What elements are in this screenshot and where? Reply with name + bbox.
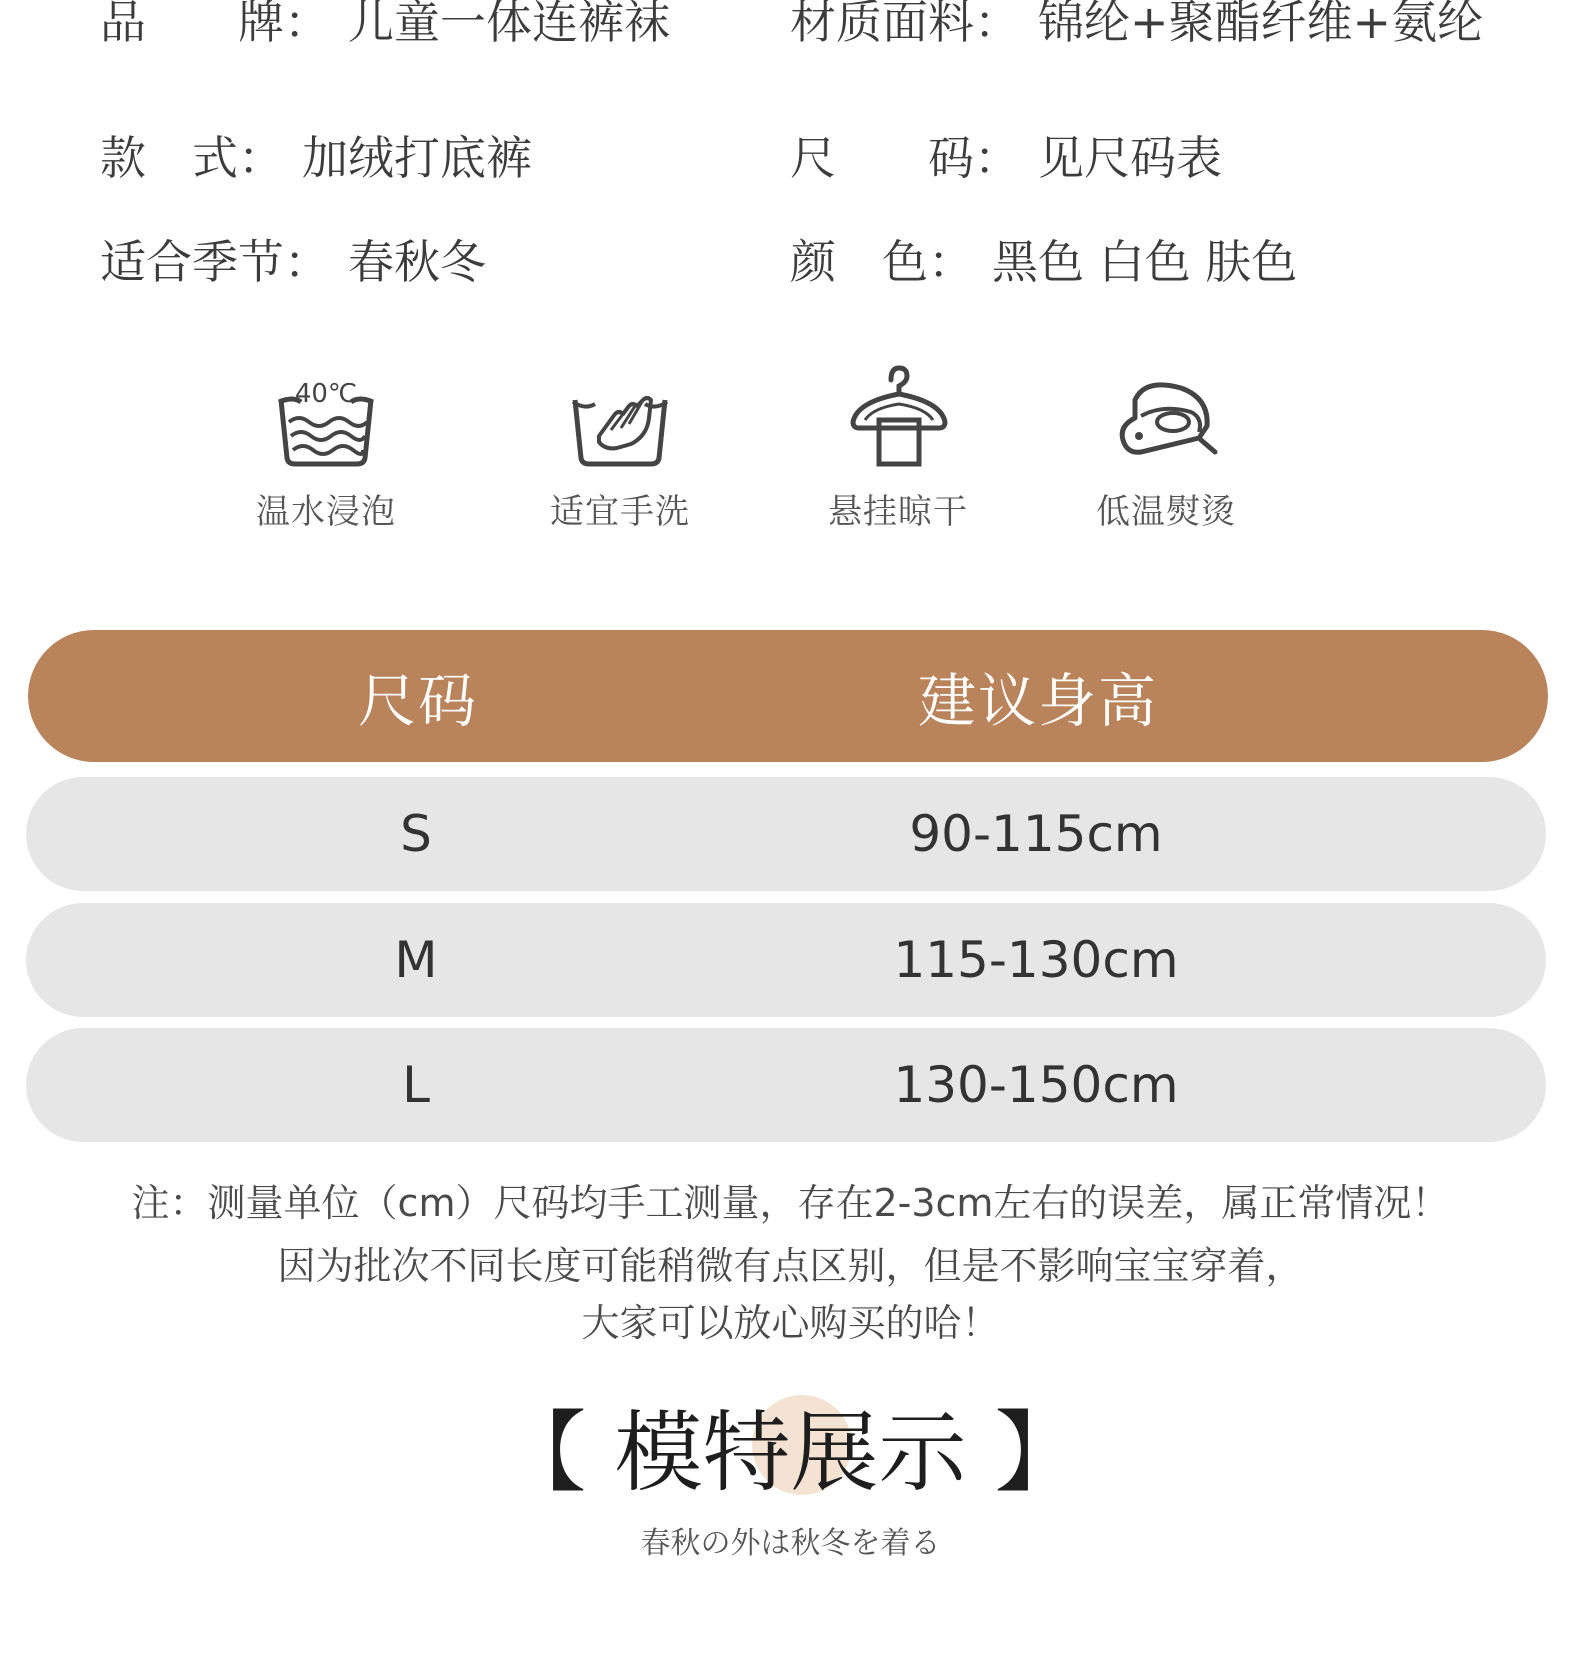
- care-label: 适宜手洗: [550, 492, 690, 532]
- size-cell: S: [400, 805, 432, 863]
- height-cell: 90-115cm: [909, 805, 1163, 863]
- spec-colon: ：: [974, 0, 1020, 49]
- spec-value: 见尺码表: [1038, 131, 1222, 185]
- hang-dry-icon: [843, 362, 953, 470]
- table-row: [26, 903, 1546, 1017]
- spec-label: 款 式: [100, 131, 238, 185]
- spec-value: 春秋冬: [348, 235, 486, 289]
- care-item-soak: [226, 370, 426, 533]
- spec-value: 锦纶+聚酯纤维+氨纶: [1038, 0, 1484, 49]
- spec-material: [790, 0, 1483, 52]
- table-row: [26, 1028, 1546, 1142]
- spec-brand: [100, 0, 670, 52]
- height-cell: 130-150cm: [893, 1056, 1179, 1114]
- care-item-hand-wash: [520, 370, 720, 533]
- size-cell: M: [394, 931, 438, 989]
- spec-style: [100, 128, 532, 188]
- care-item-iron: [1066, 370, 1266, 533]
- note-line-3: 大家可以放心购买的哈！: [581, 1301, 1000, 1345]
- spec-colon: ：: [974, 131, 1020, 185]
- note-line-1: 注：测量单位（cm）尺码均手工测量，存在2-3cm左右的误差，属正常情况！: [131, 1181, 1450, 1225]
- spec-season: [100, 232, 486, 292]
- height-cell: 115-130cm: [893, 931, 1179, 989]
- spec-value: 黑色 白色 肤色: [992, 235, 1298, 289]
- model-section-subtitle: 春秋の外は秋冬を着る: [640, 1526, 941, 1561]
- spec-label: 适合季节: [100, 235, 284, 289]
- spec-label: 品 牌: [100, 0, 284, 49]
- care-label: 悬挂晾干: [828, 492, 968, 532]
- spec-label: 尺 码: [790, 131, 974, 185]
- spec-color: [790, 232, 1297, 292]
- spec-value: 儿童一体连裤袜: [348, 0, 670, 49]
- care-label: 温水浸泡: [256, 492, 396, 532]
- size-cell: L: [402, 1056, 430, 1114]
- care-label: 低温熨烫: [1096, 492, 1236, 532]
- table-row: [26, 777, 1546, 891]
- spec-colon: ：: [238, 131, 284, 185]
- spec-value: 加绒打底裤: [302, 131, 532, 185]
- hand-wash-icon: [565, 370, 675, 470]
- spec-colon: ：: [928, 235, 974, 289]
- care-item-hang-dry: [798, 362, 998, 533]
- low-iron-icon: [1111, 370, 1221, 470]
- spec-colon: ：: [284, 0, 330, 49]
- header-size: 尺码: [357, 667, 478, 735]
- model-section-title: 【 模特展示 】: [498, 1401, 1083, 1504]
- header-height: 建议身高: [917, 667, 1158, 735]
- size-table-header: [28, 630, 1548, 762]
- wash-temp-label: 40℃: [294, 379, 358, 409]
- note-line-2: 因为批次不同长度可能稍微有点区别，但是不影响宝宝穿着，: [277, 1244, 1304, 1288]
- spec-colon: ：: [284, 235, 330, 289]
- spec-label: 材质面料: [790, 0, 974, 49]
- wash-40c-icon: [271, 370, 381, 470]
- spec-size: [790, 128, 1222, 188]
- spec-label: 颜 色: [790, 235, 928, 289]
